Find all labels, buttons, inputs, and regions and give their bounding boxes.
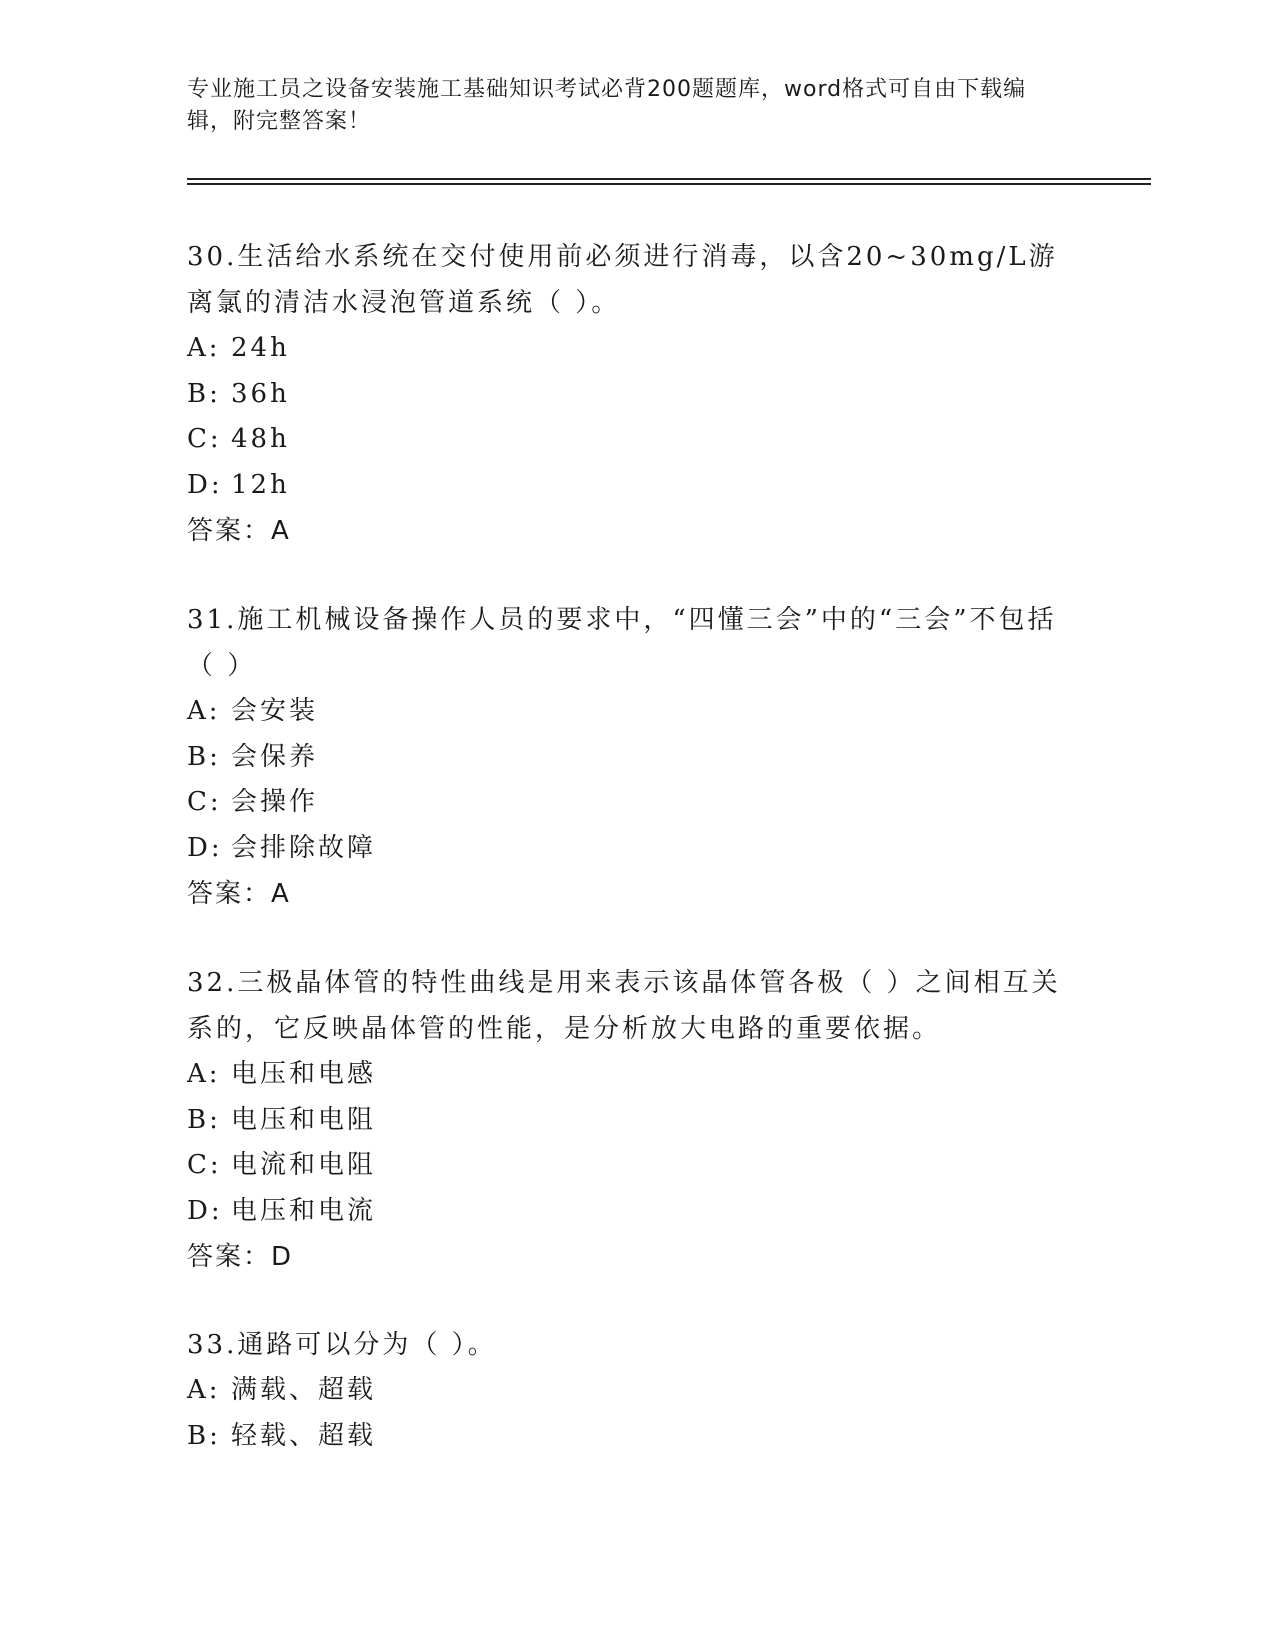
option-b — [187, 1098, 1077, 1144]
document-header: 专业施工员之设备安装施工基础知识考试必背200题题库，word格式可自由下载编辑，附完整答案！ — [187, 77, 1027, 134]
answer: 答案：A — [187, 516, 291, 546]
option-text: 轻载、超载 — [231, 1420, 377, 1451]
option-b — [187, 372, 1077, 418]
option-text: 会操作 — [231, 787, 319, 817]
option-text: 12h — [231, 469, 290, 500]
option-key: D: — [187, 1195, 223, 1226]
option-key: C: — [187, 1150, 222, 1180]
option-a — [187, 326, 1077, 372]
option-key: B: — [187, 1104, 221, 1135]
option-text: 会排除故障 — [231, 832, 377, 863]
header-divider-top — [187, 178, 1151, 180]
question-31 — [187, 597, 1077, 917]
question-text: 32.三极晶体管的特性曲线是用来表示该晶体管各极（ ）之间相互关系的，它反映晶体管的性能，是分析放大电路的重要依据。 — [187, 968, 1061, 1044]
option-text: 电压和电感 — [231, 1059, 377, 1089]
question-32 — [187, 960, 1077, 1280]
option-key: C: — [187, 424, 222, 454]
option-a — [187, 689, 1077, 735]
option-text: 24h — [231, 333, 290, 363]
option-key: D: — [187, 832, 223, 863]
question-text: 30.生活给水系统在交付使用前必须进行消毒，以含20~30mg/L游离氯的清洁水浸泡管道系统（ ）。 — [187, 242, 1058, 318]
option-key: C: — [187, 787, 222, 817]
question-text: 33.通路可以分为（ ）。 — [187, 1330, 497, 1360]
option-key: B: — [187, 378, 221, 409]
question-30 — [187, 234, 1077, 554]
option-c — [187, 417, 1077, 463]
option-key: B: — [187, 1420, 221, 1451]
option-a — [187, 1368, 1077, 1414]
option-d — [187, 1189, 1077, 1235]
question-33 — [187, 1322, 1077, 1459]
option-key: A: — [187, 333, 221, 363]
option-text: 电压和电阻 — [231, 1104, 377, 1135]
option-b — [187, 1414, 1077, 1460]
option-a — [187, 1052, 1077, 1098]
header-divider-bottom — [187, 183, 1151, 185]
option-text: 36h — [231, 378, 290, 409]
option-b — [187, 735, 1077, 781]
option-d — [187, 463, 1077, 509]
option-key: B: — [187, 741, 221, 772]
question-text: 31.施工机械设备操作人员的要求中，“四懂三会”中的“三会”不包括（ ） — [187, 605, 1057, 681]
option-key: A: — [187, 1059, 221, 1089]
option-text: 满载、超载 — [231, 1375, 377, 1405]
option-text: 电压和电流 — [231, 1195, 377, 1226]
option-text: 会安装 — [231, 696, 319, 726]
option-c — [187, 780, 1077, 826]
option-d — [187, 826, 1077, 872]
option-c — [187, 1143, 1077, 1189]
option-key: A: — [187, 696, 221, 726]
answer: 答案：D — [187, 1242, 294, 1272]
option-text: 电流和电阻 — [231, 1150, 377, 1180]
answer: 答案：A — [187, 879, 291, 909]
option-text: 会保养 — [231, 741, 319, 772]
option-key: D: — [187, 469, 223, 500]
option-key: A: — [187, 1375, 221, 1405]
option-text: 48h — [231, 424, 290, 454]
